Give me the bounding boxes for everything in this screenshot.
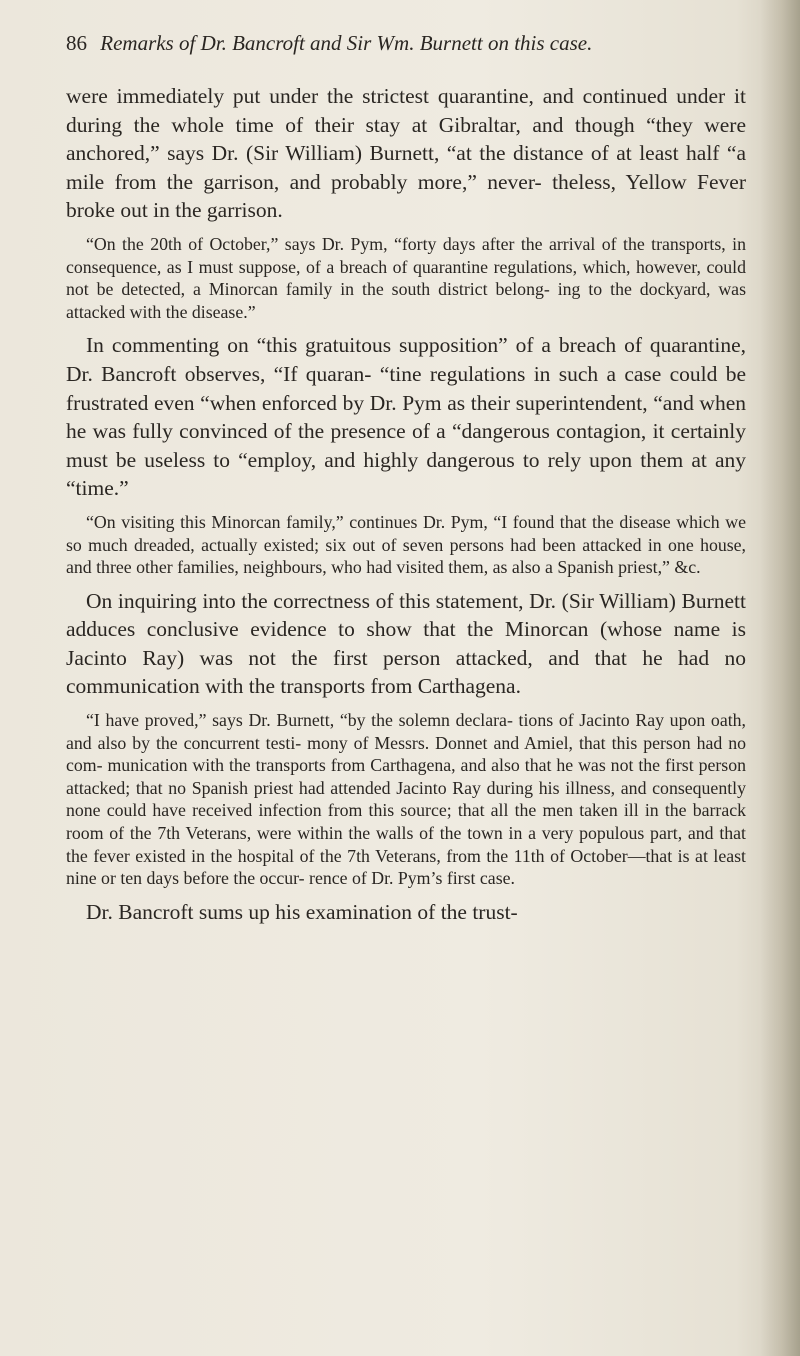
running-header <box>66 30 746 56</box>
quote-pym-minorcan-family: “On visiting this Minorcan family,” continues Dr. Pym, “I found that the disease which we so much dreaded, actually existed; six out of seven persons had been attacked in one house, and three other families, neighbours, who had visited them, as also a Spanish priest,” &c. <box>66 511 746 578</box>
running-title: Remarks of Dr. Bancroft and Sir Wm. Burnett on this case. <box>100 31 593 55</box>
page-number: 86 <box>66 31 87 55</box>
page-edge-shadow <box>760 0 800 1356</box>
page-content <box>66 30 746 926</box>
quote-pym-october: “On the 20th of October,” says Dr. Pym, “forty days after the arrival of the transports, in consequence, as I must suppose, of a breach of quarantine regulations, which, however, could not be detected, a Minorcan family in the south district belong- ing to the dockyard, was attacked with the disease.” <box>66 233 746 322</box>
paragraph-bancroft-commentary: In commenting on “this gratuitous supposition” of a breach of quarantine, Dr. Bancroft observes, “If quaran- “tine regulations in such a case could be frustrated even “when enforced by Dr. Pym as their superintendent, “and when he was fully convinced of the presence of a “dangerous contagion, it certainly must be useless to “employ, and highly dangerous to rely upon them at any “time.” <box>66 333 746 501</box>
paragraph-bancroft-summary: Dr. Bancroft sums up his examination of the trust- <box>86 899 518 924</box>
quote-burnett-proof: “I have proved,” says Dr. Burnett, “by the solemn declara- tions of Jacinto Ray upon oath, and also by the concurrent testi- mony of Messrs. Donnet and Amiel, that this person had no com- munication with the transports from Carthagena, and also that he was not the first person attacked; that no Spanish priest had attended Jacinto Ray during his illness, and consequently none could have received infection from this source; that all the men taken ill in the barrack room of the 7th Veterans, were within the walls of the town in a very populous part, and that the fever existed in the hospital of the 7th Veterans, from the 11th of October—that is at least nine or ten days before the occur- rence of Dr. Pym’s first case. <box>66 710 746 889</box>
paragraph-1: were immediately put under the strictest quarantine, and continued under it during the whole time of their stay at Gibraltar, and though “they were anchored,” says Dr. (Sir William) Burnett, “at the distance of at least half “a mile from the garrison, and probably more,” never- theless, Yellow Fever broke out in the garrison. <box>66 84 746 223</box>
paragraph-burnett-inquiry: On inquiring into the correctness of this statement, Dr. (Sir William) Burnett adduces conclusive evidence to show that the Minorcan (whose name is Jacinto Ray) was not the first person attacked, and that he had no communication with the transports from Carthagena. <box>66 588 746 699</box>
